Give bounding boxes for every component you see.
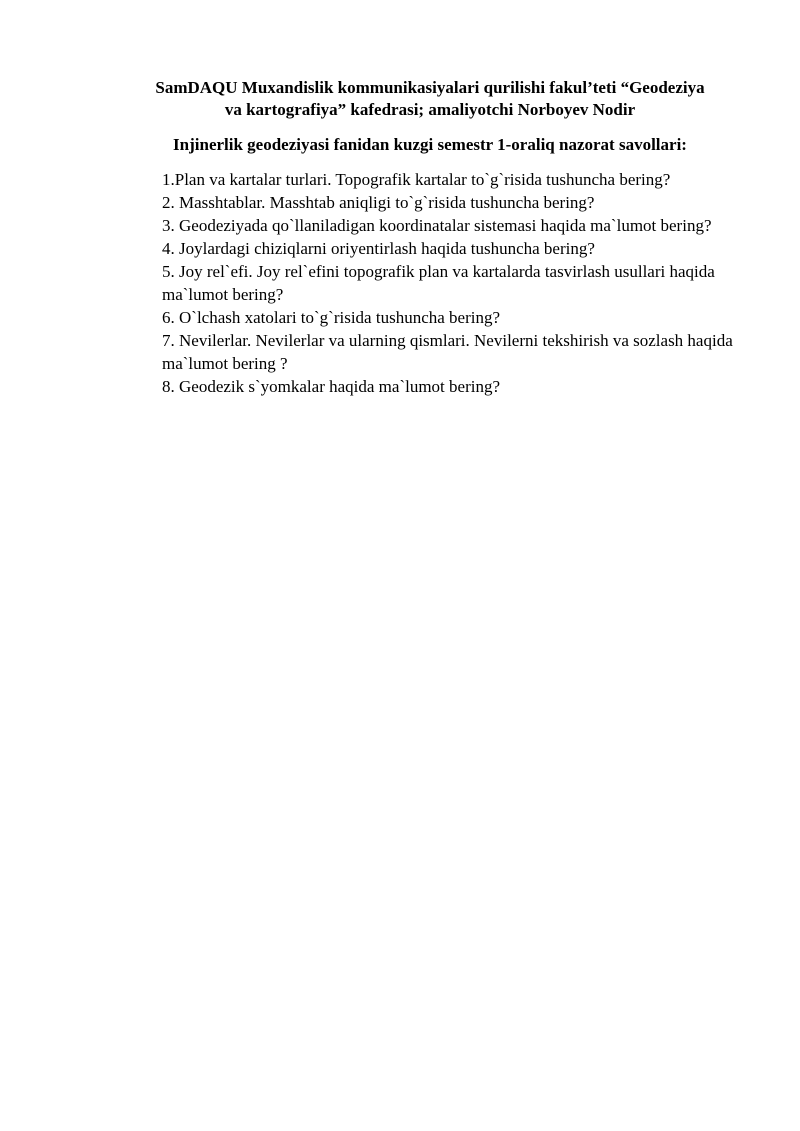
question-item: 5. Joy rel`efi. Joy rel`efini topografik plan va kartalarda tasvirlash usullari haqida ma`lumot bering?: [162, 262, 715, 304]
question-item: 3. Geodeziyada qo`llaniladigan koordinatalar sistemasi haqida ma`lumot bering?: [162, 216, 712, 235]
question-item: 1.Plan va kartalar turlari. Topografik kartalar to`g`risida tushuncha bering?: [162, 170, 671, 189]
question-item: 4. Joylardagi chiziqlarni oriyentirlash haqida tushuncha bering?: [162, 239, 595, 258]
question-item: 8. Geodezik s`yomkalar haqida ma`lumot bering?: [162, 377, 500, 396]
document-header: [120, 77, 740, 121]
question-item: 7. Nevilerlar. Nevilerlar va ularning qismlari. Nevilerni tekshirish va sozlash haqida ma`lumot bering ?: [162, 331, 733, 373]
question-item: 6. O`lchash xatolari to`g`risida tushuncha bering?: [162, 308, 501, 327]
document-subtitle: Injinerlik geodeziyasi fanidan kuzgi semestr 1-oraliq nazorat savollari:: [173, 135, 687, 154]
question-item: 2. Masshtablar. Masshtab aniqligi to`g`risida tushuncha bering?: [162, 193, 595, 212]
question-list: [162, 168, 752, 398]
header-line-2: va kartografiya” kafedrasi; amaliyotchi Norboyev Nodir: [224, 100, 636, 119]
header-line-1: SamDAQU Muxandislik kommunikasiyalari qurilishi fakul’teti “Geodeziya: [155, 78, 705, 97]
